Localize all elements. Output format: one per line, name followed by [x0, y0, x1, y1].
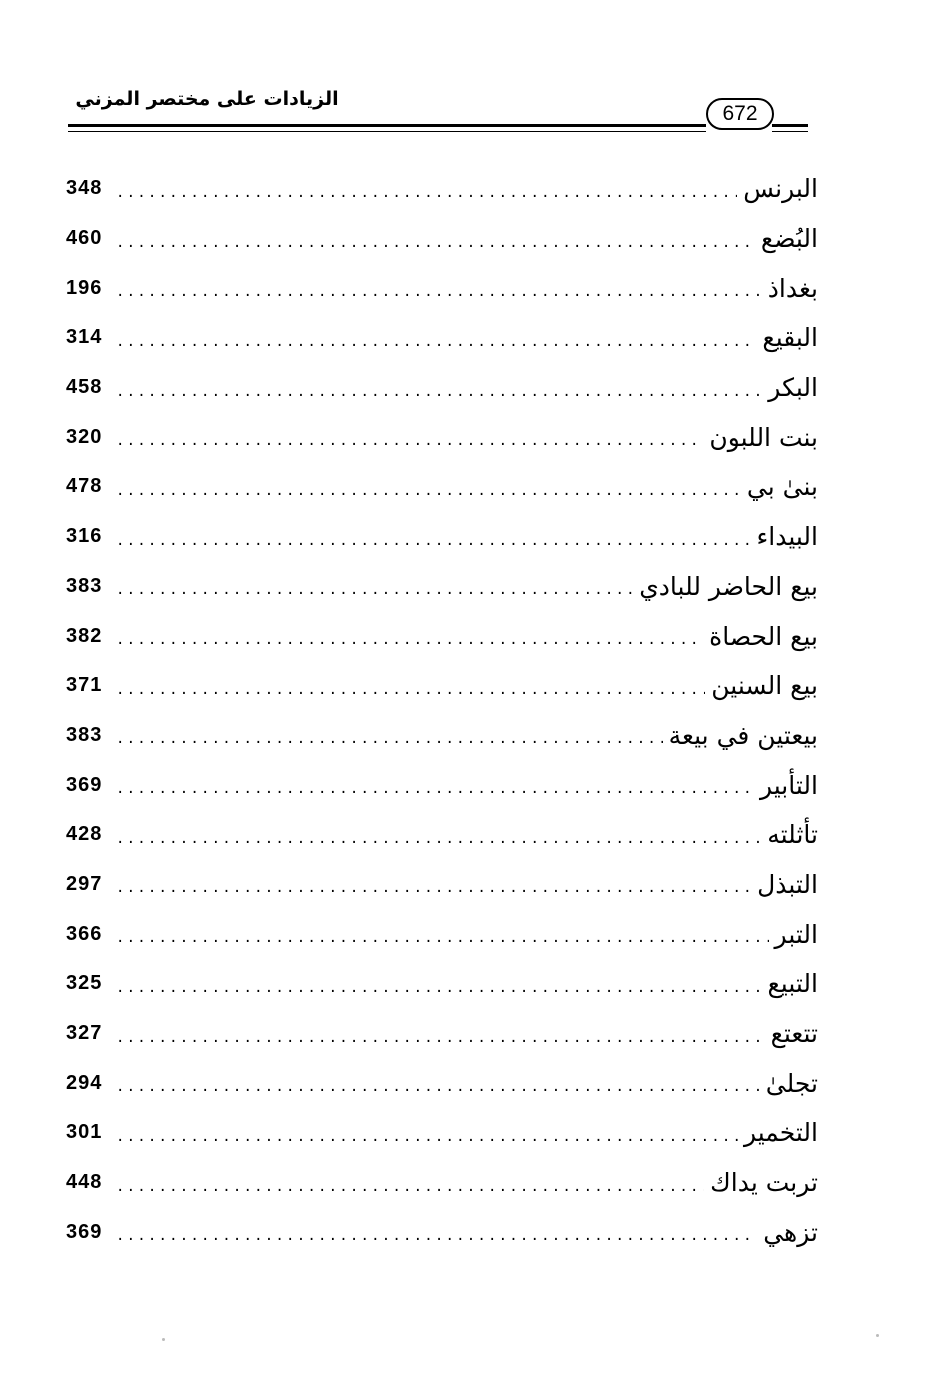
index-entry [66, 760, 818, 810]
index-entry [66, 263, 818, 313]
entry-page-number: 196 [66, 276, 103, 299]
dot-leader [116, 426, 703, 448]
dot-leader [116, 377, 762, 399]
index-entry [66, 512, 818, 562]
dot-leader [116, 973, 761, 995]
dot-leader [116, 277, 762, 299]
entry-page-number: 371 [66, 674, 103, 697]
running-header-title: الزيادات على مختصر المزني [75, 88, 339, 110]
entry-term: التبيع [767, 969, 818, 999]
entry-term: التأبير [759, 770, 818, 800]
entry-term: تزهي [763, 1217, 818, 1247]
entry-term: تتعتع [770, 1019, 818, 1049]
entry-page-number: 320 [66, 425, 103, 448]
index-entry [66, 810, 818, 860]
index-list [66, 164, 818, 1257]
entry-term: البكر [768, 373, 818, 403]
entry-term: البقيع [762, 323, 818, 353]
entry-term: تربت يداك [710, 1168, 818, 1198]
index-entry [66, 412, 818, 462]
dot-leader [116, 228, 755, 250]
index-entry [66, 1108, 818, 1158]
scan-speck [876, 1334, 879, 1337]
dot-leader [116, 526, 751, 548]
dot-leader [116, 327, 756, 349]
index-entry [66, 860, 818, 910]
entry-page-number: 448 [66, 1171, 103, 1194]
index-entry [66, 611, 818, 661]
entry-term: التبر [774, 919, 818, 949]
dot-leader [116, 923, 769, 945]
index-entry [66, 909, 818, 959]
page-number: 672 [706, 98, 774, 130]
index-entry [66, 1058, 818, 1108]
entry-page-number: 301 [66, 1121, 103, 1144]
dot-leader [116, 824, 761, 846]
entry-term: بغداذ [767, 273, 818, 303]
index-entry [66, 462, 818, 512]
dot-leader [116, 625, 703, 647]
entry-term: التبذل [757, 869, 818, 899]
header-rule-thin [68, 131, 706, 132]
entry-page-number: 369 [66, 773, 103, 796]
entry-page-number: 348 [66, 177, 103, 200]
dot-leader [116, 724, 663, 746]
dot-leader [116, 1122, 738, 1144]
entry-page-number: 314 [66, 326, 103, 349]
entry-page-number: 478 [66, 475, 103, 498]
entry-page-number: 460 [66, 227, 103, 250]
dot-leader [116, 774, 754, 796]
index-entry [66, 214, 818, 264]
entry-term: البرنس [743, 174, 818, 204]
entry-term: تأثلته [767, 820, 818, 850]
dot-leader [116, 476, 741, 498]
entry-term: البيداء [756, 522, 818, 552]
entry-page-number: 369 [66, 1220, 103, 1243]
index-entry [66, 562, 818, 612]
entry-page-number: 383 [66, 723, 103, 746]
dot-leader [116, 873, 751, 895]
entry-page-number: 366 [66, 922, 103, 945]
entry-page-number: 294 [66, 1071, 103, 1094]
index-entry [66, 1158, 818, 1208]
entry-page-number: 297 [66, 872, 103, 895]
index-entry [66, 711, 818, 761]
entry-term: بيع السنين [711, 671, 818, 701]
index-entry [66, 661, 818, 711]
entry-term: بيعتين في بيعة [668, 720, 818, 750]
dot-leader [116, 1172, 704, 1194]
dot-leader [116, 1221, 757, 1243]
entry-term: التخمير [743, 1118, 818, 1148]
header-rule-thick [68, 124, 706, 127]
dot-leader [116, 675, 705, 697]
entry-term: بنت اللبون [709, 422, 818, 452]
dot-leader [116, 1072, 760, 1094]
index-entry [66, 363, 818, 413]
index-entry [66, 1207, 818, 1257]
index-entry [66, 313, 818, 363]
scan-speck [162, 1338, 165, 1341]
entry-page-number: 382 [66, 624, 103, 647]
entry-term: بيع الحصاة [709, 621, 818, 651]
entry-term: بنىٰ بي [746, 472, 818, 502]
index-entry [66, 959, 818, 1009]
entry-page-number: 383 [66, 574, 103, 597]
entry-page-number: 325 [66, 972, 103, 995]
dot-leader [116, 1023, 765, 1045]
entry-page-number: 458 [66, 376, 103, 399]
dot-leader [116, 178, 737, 200]
dot-leader [116, 575, 633, 597]
header-rule-right-thin [772, 131, 808, 132]
header-rule-right-thick [772, 124, 808, 127]
entry-page-number: 428 [66, 823, 103, 846]
index-entry [66, 1009, 818, 1059]
entry-term: تجلىٰ [765, 1068, 818, 1098]
index-entry [66, 164, 818, 214]
entry-page-number: 316 [66, 525, 103, 548]
entry-term: البُضع [760, 224, 818, 254]
entry-term: بيع الحاضر للبادي [639, 571, 818, 601]
entry-page-number: 327 [66, 1022, 103, 1045]
